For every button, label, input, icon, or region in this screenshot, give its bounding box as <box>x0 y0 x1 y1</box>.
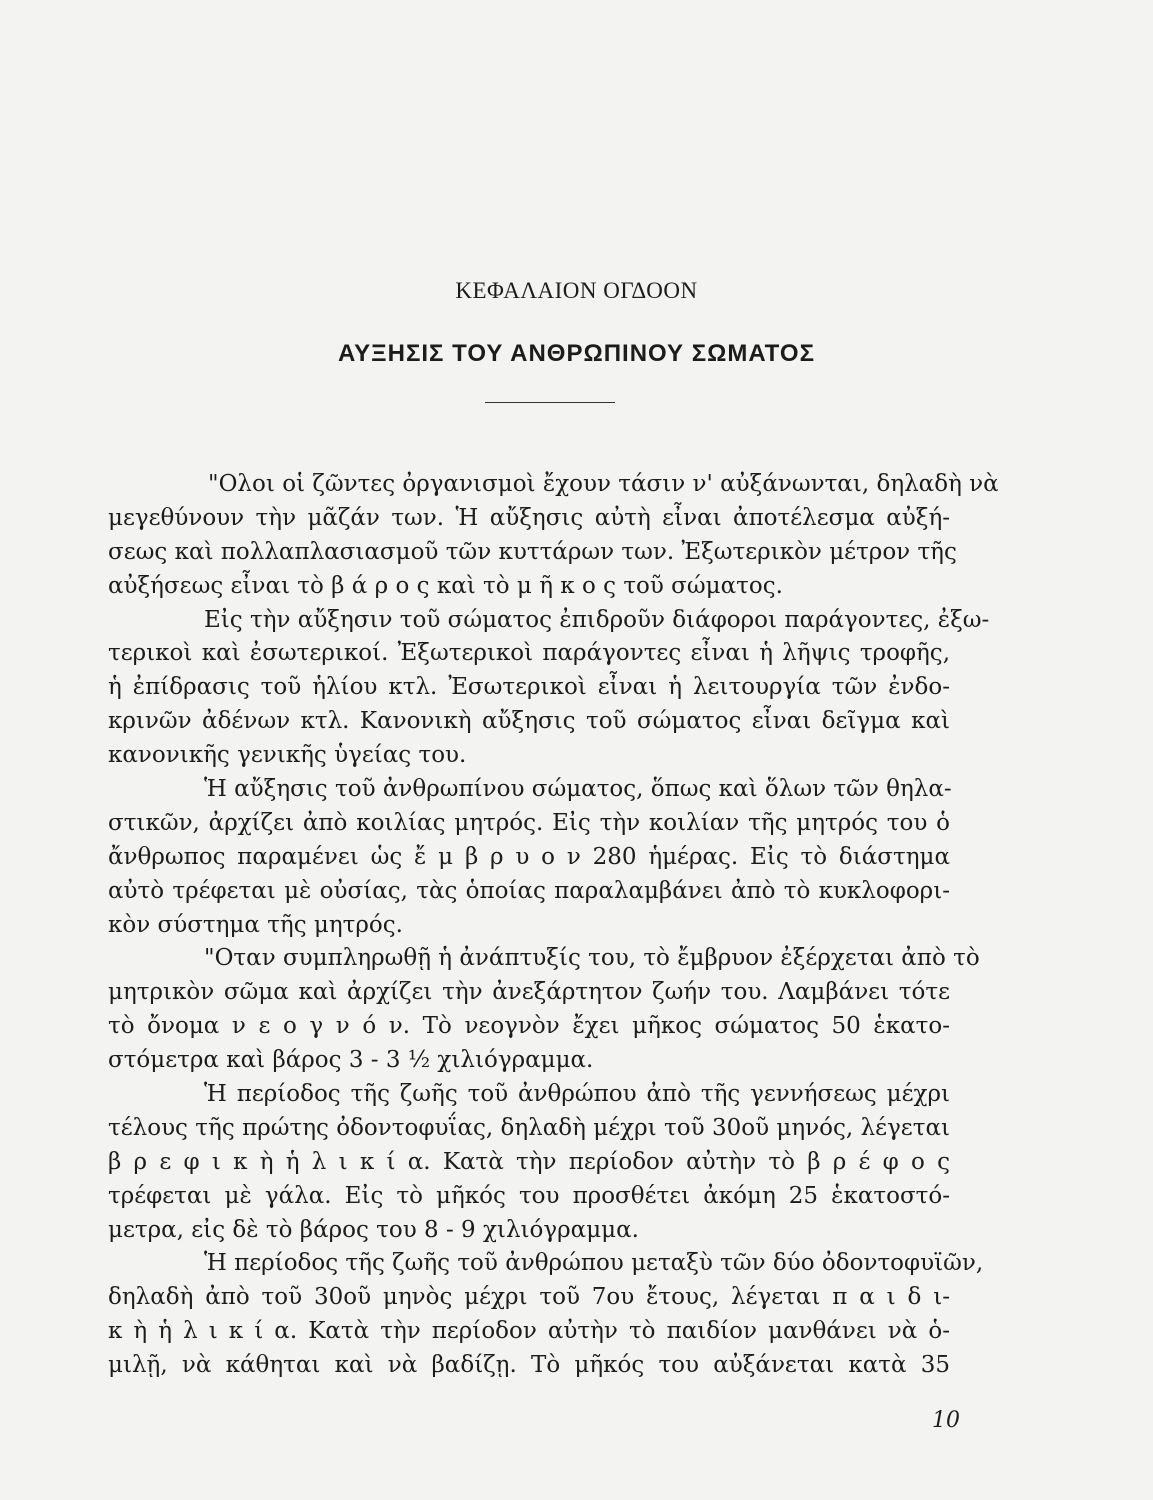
chapter-label: ΚΕΦΑΛΑΙΟΝ ΟΓΔΟΟΝ <box>455 278 698 303</box>
text-line: αὐξήσεως εἶναι τὸ β ά ρ ο ς καὶ τὸ μ ῆ κ ο ς τοῦ σώματος. <box>108 572 783 599</box>
text-line: Ἡ περίοδος τῆς ζωῆς τοῦ ἀνθρώπου ἀπὸ τῆς γεννήσεως μέχρι <box>204 1081 950 1108</box>
text-line: ἄνθρωπος παραμένει ὡς ἔ μ β ρ υ ο ν 280 ἡμέρας. Εἰς τὸ διάστημα <box>108 843 950 870</box>
body-text <box>108 468 999 1383</box>
text-line: μεγεθύνουν τὴν μᾶζάν των. Ἡ αὔξησις αὐτὴ εἶναι ἀποτέλεσμα αὐξή- <box>108 504 950 531</box>
text-line: δηλαδὴ ἀπὸ τοῦ 30οῦ μηνὸς μέχρι τοῦ 7ου ἔτους, λέγεται π α ι δ ι- <box>108 1284 950 1311</box>
text-line: τέλους τῆς πρώτης ὀδοντοφυΐας, δηλαδὴ μέχρι τοῦ 30οῦ μηνός, λέγεται <box>108 1114 950 1141</box>
text-line: β ρ ε φ ι κ ὴ ἡ λ ι κ ί α. Κατὰ τὴν περίοδον αὐτὴν τὸ β ρ έ φ ο ς <box>108 1148 950 1175</box>
text-line: τὸ ὄνομα ν ε ο γ ν ό ν. Τὸ νεογνὸν ἔχει μῆκος σώματος 50 ἑκατο- <box>108 1013 950 1040</box>
text-line: κ ὴ ἡ λ ι κ ί α. Κατὰ τὴν περίοδον αὐτὴν τὸ παιδίον μανθάνει νὰ ὁ- <box>108 1318 950 1345</box>
text-line: κὸν σύστημα τῆς μητρός. <box>108 911 403 938</box>
text-line: μητρικὸν σῶμα καὶ ἀρχίζει τὴν ἀνεξάρτητον ζωήν του. Λαμβάνει τότε <box>108 979 950 1006</box>
text-line: μετρα, εἰς δὲ τὸ βάρος του 8 - 9 χιλιόγραμμα. <box>108 1216 639 1243</box>
chapter-title: ΑΥΞΗΣΙΣ ΤΟΥ ΑΝΘΡΩΠΙΝΟΥ ΣΩΜΑΤΟΣ <box>338 340 815 367</box>
text-line: τρέφεται μὲ γάλα. Εἰς τὸ μῆκός του προσθέτει ἀκόμη 25 ἑκατοστό- <box>108 1182 950 1209</box>
text-line: "Οταν συμπληρωθῇ ἡ ἀνάπτυξίς του, τὸ ἔμβρυον ἐξέρχεται ἀπὸ τὸ <box>204 945 980 972</box>
text-line: μιλῇ, νὰ κάθηται καὶ νὰ βαδίζῃ. Τὸ μῆκός του αὐξάνεται κατὰ 35 <box>108 1352 950 1379</box>
text-line: σεως καὶ πολλαπλασιασμοῦ τῶν κυττάρων των. Ἐξωτερικὸν μέτρον τῆς <box>108 538 957 565</box>
text-line: αὐτὸ τρέφεται μὲ οὐσίας, τὰς ὁποίας παραλαμβάνει ἀπὸ τὸ κυκλοφορι- <box>108 877 950 904</box>
text-line: ἡ ἐπίδρασις τοῦ ἡλίου κτλ. Ἐσωτερικοὶ εἶναι ἡ λειτουργία τῶν ἐνδο- <box>108 674 950 701</box>
text-line: "Ολοι οἱ ζῶντες ὀργανισμοὶ ἔχουν τάσιν ν' αὐξάνωνται, δηλαδὴ νὰ <box>208 471 999 497</box>
text-line: τερικοὶ καὶ ἐσωτερικοί. Ἐξωτερικοὶ παράγοντες εἶναι ἡ λῆψις τροφῆς, <box>108 640 950 667</box>
text-line: κρινῶν ἀδένων κτλ. Κανονικὴ αὔξησις τοῦ σώματος εἶναι δεῖγμα καὶ <box>108 708 950 735</box>
text-line: στόμετρα καὶ βάρος 3 - 3 ½ χιλιόγραμμα. <box>108 1047 594 1074</box>
page-number: 10 <box>932 1408 960 1433</box>
title-divider <box>485 402 615 403</box>
text-line: στικῶν, ἀρχίζει ἀπὸ κοιλίας μητρός. Εἰς τὴν κοιλίαν τῆς μητρός του ὁ <box>108 809 950 836</box>
text-line: Ἡ περίοδος τῆς ζωῆς τοῦ ἀνθρώπου μεταξὺ τῶν δύο ὀδοντοφυϊῶν, <box>204 1250 984 1277</box>
text-line: Εἰς τὴν αὔξησιν τοῦ σώματος ἐπιδροῦν διάφοροι παράγοντες, ἐξω- <box>204 606 990 633</box>
text-line: κανονικῆς γενικῆς ὑγείας του. <box>108 742 467 769</box>
text-line: Ἡ αὔξησις τοῦ ἀνθρωπίνου σώματος, ὅπως καὶ ὅλων τῶν θηλα- <box>204 776 952 803</box>
